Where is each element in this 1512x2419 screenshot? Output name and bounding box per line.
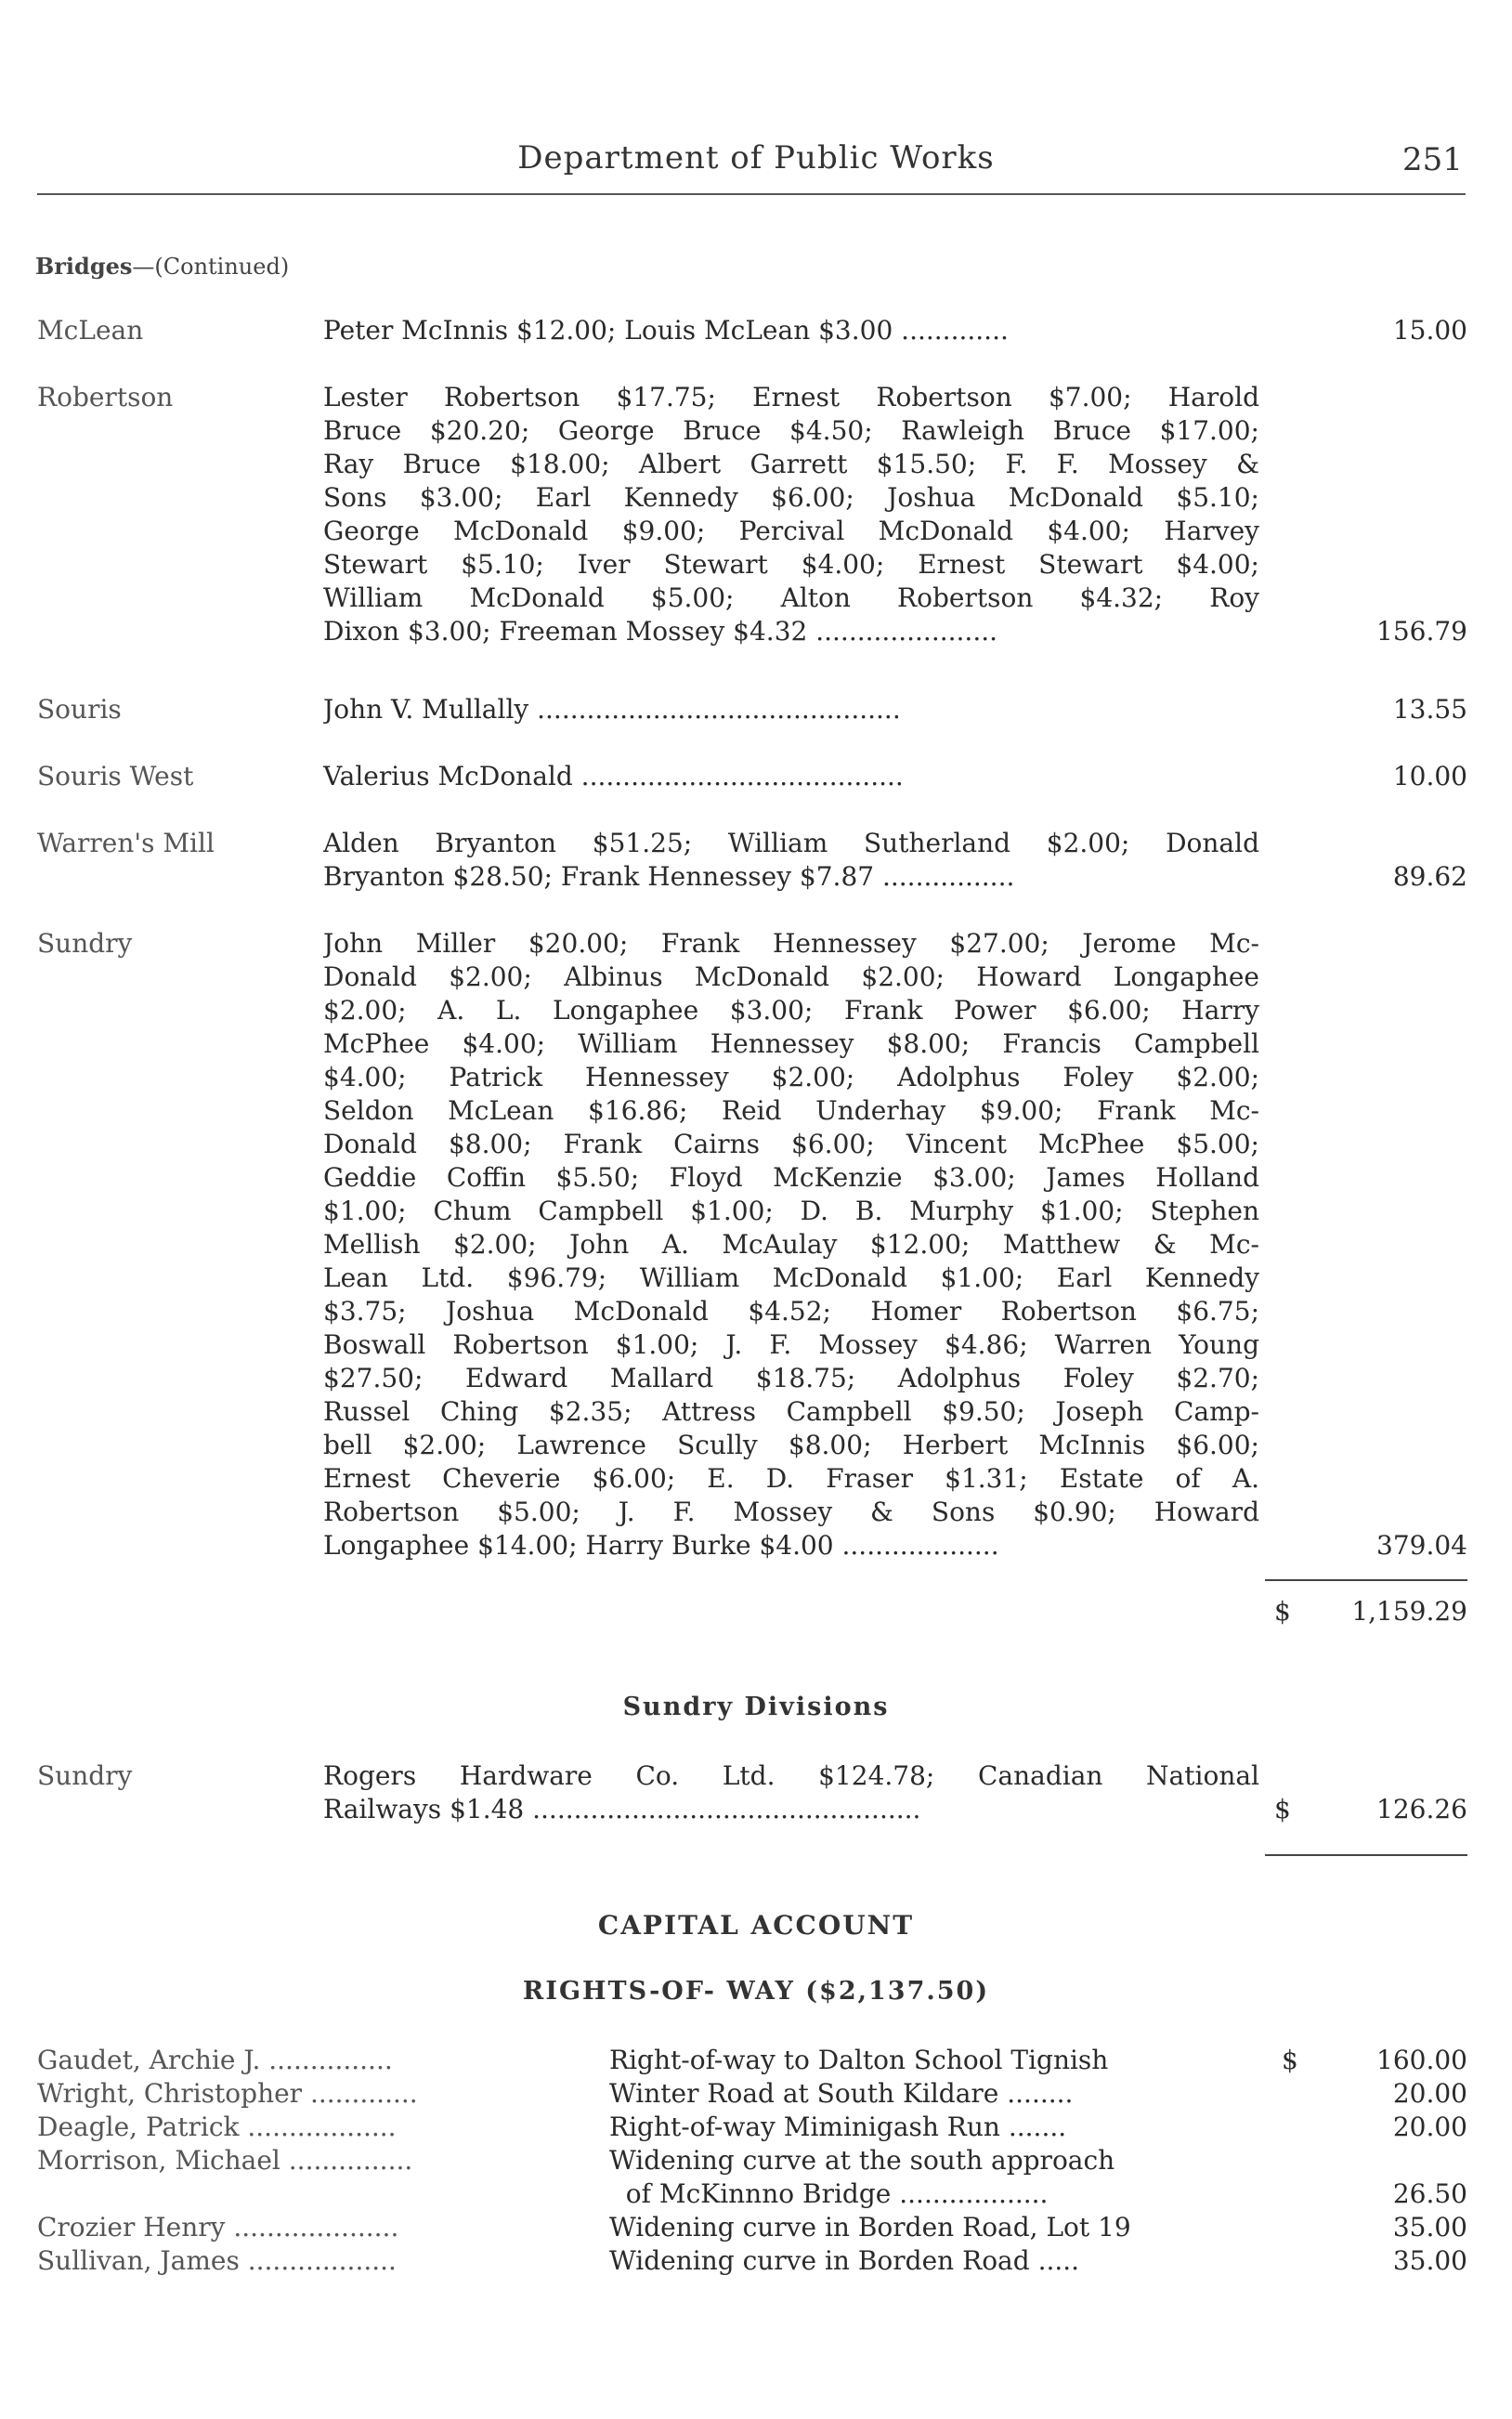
payee-name: Gaudet, Archie J. ...............	[37, 2045, 393, 2075]
entry-amount: 89.62	[1392, 861, 1467, 892]
entry-place: McLean	[37, 315, 144, 346]
detail-line: Bryanton $28.50; Frank Hennessey $7.87 ................	[323, 861, 1015, 892]
payment-description: Widening curve at the south approach	[609, 2145, 1115, 2176]
sundry-divisions-rule	[1265, 1854, 1467, 1856]
payment-description: Widening curve in Borden Road, Lot 19	[609, 2212, 1131, 2242]
detail-line: Bruce $20.20; George Bruce $4.50; Rawleigh Bruce $17.00;	[323, 415, 1259, 446]
payment-description: Right-of-way to Dalton School Tignish	[609, 2045, 1109, 2075]
capital-account-title: CAPITAL ACCOUNT	[597, 1910, 915, 1941]
entry-place: Robertson	[37, 382, 174, 412]
detail-line: William McDonald $5.00; Alton Robertson $4.32; Roy	[323, 582, 1259, 613]
detail-line: $27.50; Edward Mallard $18.75; Adolphus Foley $2.70;	[323, 1363, 1259, 1393]
payee-name: Crozier Henry ....................	[37, 2212, 399, 2242]
section-continued: —(Continued)	[132, 254, 290, 280]
row-amount: 20.00	[1392, 2112, 1467, 2142]
entry-detail	[323, 760, 1259, 793]
row-amount: 160.00	[1376, 2045, 1467, 2075]
entry-place: Souris West	[37, 761, 194, 791]
header-rule	[37, 193, 1466, 195]
row-currency: $	[1282, 2045, 1298, 2075]
entry-place: Warren's Mill	[37, 828, 215, 858]
detail-line: bell $2.00; Lawrence Scully $8.00; Herbert McInnis $6.00;	[323, 1430, 1259, 1460]
section-name: Bridges	[35, 253, 133, 280]
detail-line: $4.00; Patrick Hennessey $2.00; Adolphus Foley $2.00;	[323, 1062, 1259, 1092]
entry-detail	[323, 927, 1259, 1563]
detail-line: Sons $3.00; Earl Kennedy $6.00; Joshua McDonald $5.10;	[323, 482, 1259, 513]
detail-line: Mellish $2.00; John A. McAulay $12.00; Matthew & Mc-	[323, 1229, 1259, 1260]
entry-detail	[323, 381, 1259, 648]
payee-name: Morrison, Michael ...............	[37, 2145, 413, 2176]
payee-name: Deagle, Patrick ..................	[37, 2112, 397, 2142]
payee-name: Wright, Christopher .............	[37, 2078, 418, 2109]
detail-line: Dixon $3.00; Freeman Mossey $4.32 ......................	[323, 616, 998, 647]
detail-line: Stewart $5.10; Iver Stewart $4.00; Ernest Stewart $4.00;	[323, 549, 1259, 580]
detail-line: McPhee $4.00; William Hennessey $8.00; Francis Campbell	[323, 1028, 1259, 1059]
detail-line: Robertson $5.00; J. F. Mossey & Sons $0.90; Howard	[323, 1497, 1259, 1527]
section-heading	[35, 253, 289, 280]
detail-line: $3.75; Joshua McDonald $4.52; Homer Robertson $6.75;	[323, 1296, 1259, 1327]
detail-line: John Miller $20.00; Frank Hennessey $27.00; Jerome Mc-	[323, 928, 1259, 959]
entry-place: Sundry	[37, 928, 133, 959]
detail-line: Railways $1.48 ...............................................	[323, 1794, 921, 1824]
entry-place: Souris	[37, 694, 122, 725]
row-amount: 26.50	[1392, 2178, 1467, 2209]
entry-currency: $	[1274, 1794, 1291, 1824]
detail-line: Geddie Coffin $5.50; Floyd McKenzie $3.00; James Holland	[323, 1162, 1259, 1193]
page-number: 251	[1402, 141, 1463, 178]
detail-line: Donald $2.00; Albinus McDonald $2.00; Howard Longaphee	[323, 961, 1259, 992]
entry-amount: 13.55	[1392, 694, 1467, 725]
detail-line: Boswall Robertson $1.00; J. F. Mossey $4.86; Warren Young	[323, 1329, 1259, 1360]
bridges-total: 1,159.29	[1351, 1596, 1467, 1627]
row-amount: 35.00	[1392, 2245, 1467, 2276]
detail-line: Peter McInnis $12.00; Louis McLean $3.00 .............	[323, 315, 1009, 346]
detail-line: Lean Ltd. $96.79; William McDonald $1.00; Earl Kennedy	[323, 1262, 1259, 1293]
entry-amount: 10.00	[1392, 761, 1467, 791]
entry-detail	[323, 827, 1259, 894]
payment-description: Right-of-way Miminigash Run .......	[609, 2112, 1067, 2142]
rights-of-way-subtitle: RIGHTS-OF- WAY ($2,137.50)	[522, 1977, 990, 2006]
detail-line: Valerius McDonald .......................................	[323, 761, 904, 791]
payment-description: of McKinnno Bridge ..................	[609, 2178, 1049, 2209]
detail-line: Russel Ching $2.35; Attress Campbell $9.50; Joseph Camp-	[323, 1396, 1259, 1427]
subtotal-rule	[1265, 1579, 1467, 1581]
detail-line: John V. Mullally ............................................	[323, 694, 901, 725]
detail-line: Alden Bryanton $51.25; William Sutherland $2.00; Donald	[323, 828, 1259, 858]
detail-line: Seldon McLean $16.86; Reid Underhay $9.00; Frank Mc-	[323, 1095, 1259, 1126]
entry-amount: 15.00	[1392, 315, 1467, 346]
row-amount: 20.00	[1392, 2078, 1467, 2109]
payee-name: Sullivan, James ..................	[37, 2245, 397, 2276]
sundry-divisions-title: Sundry Divisions	[622, 1693, 890, 1721]
entry-detail	[323, 1759, 1259, 1826]
detail-line: Longaphee $14.00; Harry Burke $4.00 ...................	[323, 1530, 999, 1561]
detail-line: Rogers Hardware Co. Ltd. $124.78; Canadian National	[323, 1760, 1259, 1791]
entry-amount: 156.79	[1376, 616, 1467, 647]
entry-amount: 126.26	[1376, 1794, 1467, 1824]
running-title: Department of Public Works	[517, 139, 995, 177]
entry-detail	[323, 693, 1259, 726]
payment-description: Winter Road at South Kildare ........	[609, 2078, 1074, 2109]
detail-line: Ray Bruce $18.00; Albert Garrett $15.50; F. F. Mossey &	[323, 449, 1259, 479]
payment-description: Widening curve in Borden Road .....	[609, 2245, 1080, 2276]
entry-amount: 379.04	[1376, 1530, 1467, 1561]
row-amount: 35.00	[1392, 2212, 1467, 2242]
detail-line: $2.00; A. L. Longaphee $3.00; Frank Power $6.00; Harry	[323, 995, 1259, 1026]
detail-line: Lester Robertson $17.75; Ernest Robertson $7.00; Harold	[323, 382, 1259, 412]
detail-line: $1.00; Chum Campbell $1.00; D. B. Murphy $1.00; Stephen	[323, 1196, 1259, 1226]
detail-line: Donald $8.00; Frank Cairns $6.00; Vincent McPhee $5.00;	[323, 1129, 1259, 1159]
entry-detail	[323, 314, 1259, 347]
total-currency: $	[1274, 1596, 1291, 1627]
detail-line: Ernest Cheverie $6.00; E. D. Fraser $1.31; Estate of A.	[323, 1463, 1259, 1494]
detail-line: George McDonald $9.00; Percival McDonald $4.00; Harvey	[323, 516, 1259, 546]
entry-place: Sundry	[37, 1760, 133, 1791]
